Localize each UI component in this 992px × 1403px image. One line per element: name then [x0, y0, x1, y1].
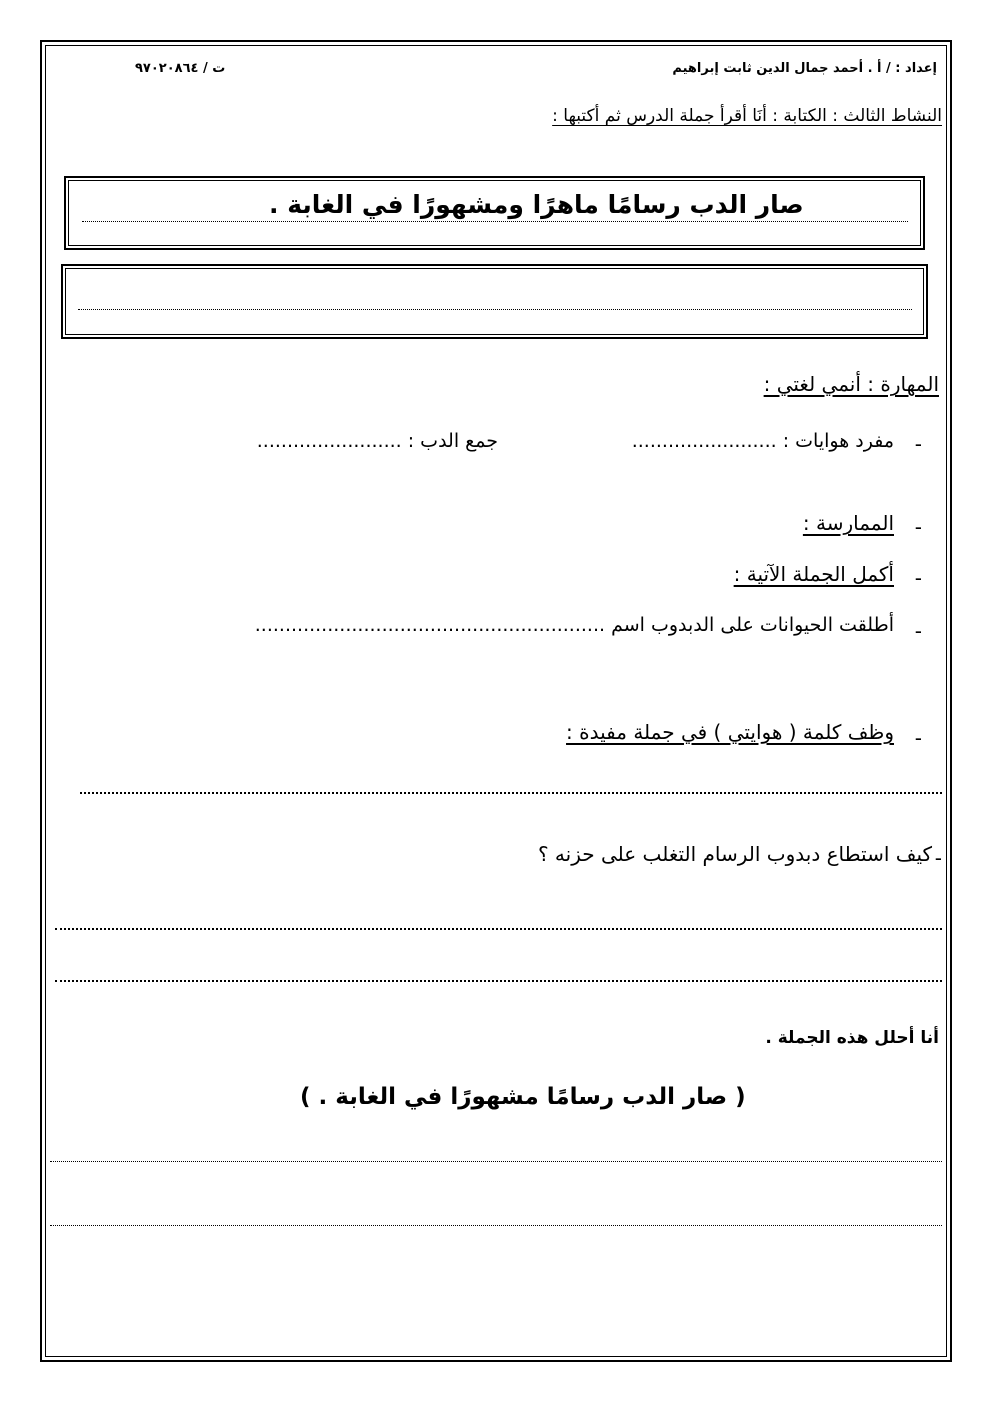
complete-sentence: أطلقت الحيوانات على الدبدوب اسم .......................................................... — [254, 614, 894, 636]
writing-box[interactable] — [61, 264, 928, 339]
use-word-label: وظف كلمة ( هوايتي ) في جملة مفيدة : — [566, 720, 894, 744]
question-answer-line-2[interactable] — [55, 980, 942, 982]
bullet-1: - — [914, 432, 922, 456]
activity-title: النشاط الثالث : الكتابة : أنَا أقرأ جملة الدرس ثم أكتبها : — [552, 106, 942, 126]
question-answer-line-1[interactable] — [55, 928, 942, 930]
author-line: إعداد : / أ . أحمد جمال الدين ثابت إبراهيم — [672, 61, 937, 76]
skill-title: المهارة : أنمي لغتي : — [763, 372, 939, 396]
bullet-4: - — [914, 619, 922, 643]
bullet-6: - — [934, 846, 942, 870]
bullet-3: - — [914, 566, 922, 590]
singular-label: مفرد هوايات : ........................ — [631, 430, 894, 452]
analysis-sentence: ( صار الدب رسامًا مشهورًا في الغابة . ) — [300, 1084, 746, 1110]
analysis-answer-line-2[interactable] — [50, 1225, 942, 1226]
sentence-box-dots — [82, 221, 908, 222]
complete-label: أكمل الجملة الآتية : — [733, 562, 894, 586]
writing-box-dots — [78, 309, 912, 310]
plural-label: جمع الدب : ........................ — [256, 430, 498, 452]
analysis-title: أنا أحلل هذه الجملة . — [765, 1028, 939, 1048]
bullet-2: - — [914, 515, 922, 539]
question-text: كيف استطاع دبدوب الرسام التغلب على حزنه ؟ — [537, 842, 932, 866]
practice-label: الممارسة : — [802, 511, 894, 535]
phone-line: ت / ٩٧٠٢٠٨٦٤ — [135, 61, 226, 76]
use-word-answer-line[interactable] — [80, 792, 942, 794]
lesson-sentence: صار الدب رسامًا ماهرًا ومشهورًا في الغابة . — [265, 190, 808, 219]
bullet-5: - — [914, 726, 922, 750]
analysis-answer-line-1[interactable] — [50, 1161, 942, 1162]
